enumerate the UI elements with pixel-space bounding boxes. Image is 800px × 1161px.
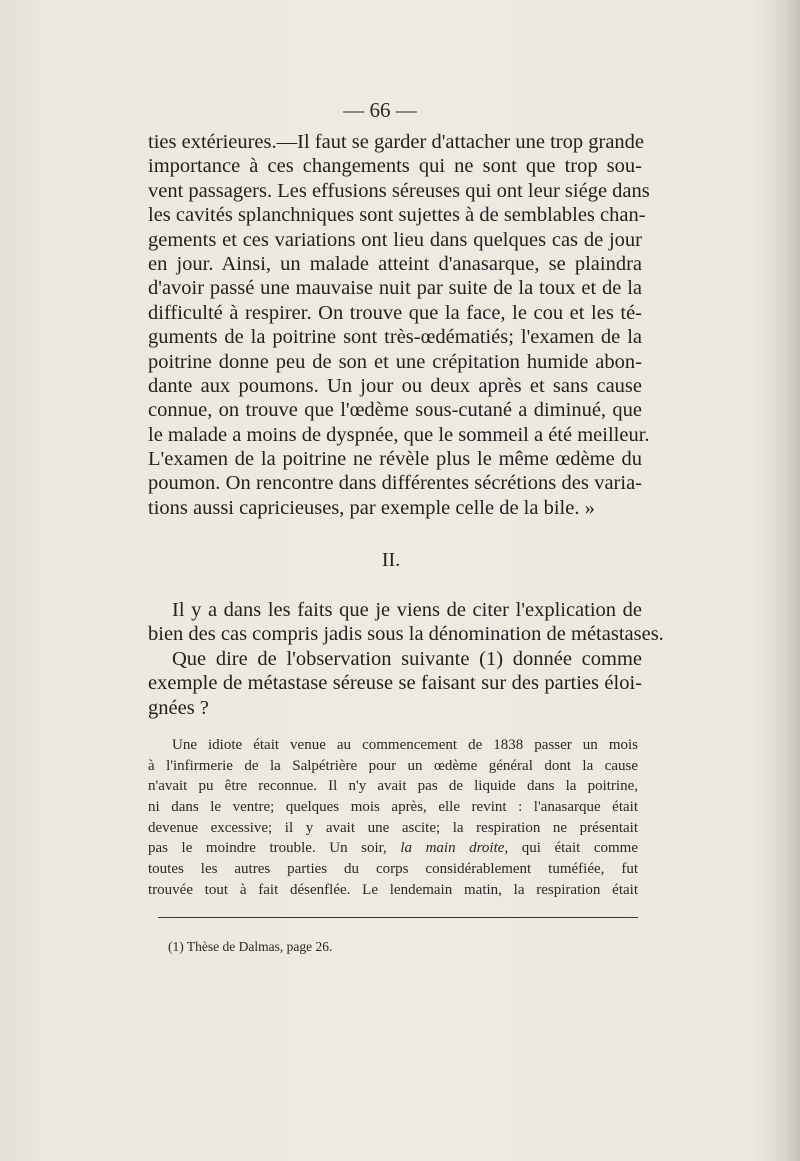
quote-line: toutes les autres parties du corps considérablement tuméfiée, fut (148, 861, 638, 878)
italic-phrase: la main droite (400, 840, 505, 857)
quote-line: devenue excessive; il y avait une ascite; la respiration ne présentait (148, 819, 638, 836)
text-line: poumon. On rencontre dans différentes sécrétions des varia- (148, 472, 642, 495)
text-line: importance à ces changements qui ne sont que trop sou- (148, 155, 642, 178)
footnote: (1) Thèse de Dalmas, page 26. (168, 939, 333, 954)
quote-line: Une idiote était venue au commencement de 1838 passer un mois (172, 737, 638, 753)
quote-line: n'avait pu être reconnue. Il n'y avait pas de liquide dans la poitrine, (148, 778, 638, 795)
text-line: exemple de métastase séreuse se faisant sur des parties éloi- (148, 672, 642, 695)
text-line: tions aussi capricieuses, par exemple celle de la bile. » (148, 496, 595, 519)
text-line: dante aux poumons. Un jour ou deux après et sans cause (148, 374, 642, 397)
quote-line-mixed (148, 838, 638, 859)
text-line: en jour. Ainsi, un malade atteint d'anasarque, se plaindra (148, 252, 642, 275)
text-line: d'avoir passé une mauvaise nuit par suite de la toux et de la (148, 277, 642, 300)
text-line: difficulté à respirer. On trouve que la face, le cou et les té- (148, 301, 642, 324)
quote-text: pas le moindre trouble. Un soir, (148, 840, 401, 857)
text-line: le malade a moins de dyspnée, que le sommeil a été meilleur. (148, 423, 650, 446)
text-line: les cavités splanchniques sont sujettes à de semblables chan- (148, 204, 646, 227)
footnote-rule (158, 917, 638, 918)
text-line: guments de la poitrine sont très-œdématiés; l'examen de la (148, 326, 642, 349)
observation-quote (148, 735, 638, 901)
text-line: Il y a dans les faits que je viens de citer l'explication de (172, 599, 642, 621)
page-number: — 66 — (343, 98, 417, 122)
quote-text: , qui était comme (504, 840, 638, 857)
quote-line: à l'infirmerie de la Salpétrière pour un œdème général dont la cause (148, 757, 638, 774)
text-line: gements et ces variations ont lieu dans quelques cas de jour (148, 228, 642, 251)
second-paragraph (148, 598, 664, 720)
text-line: ties extérieures.—Il faut se garder d'attacher une trop grande (148, 131, 645, 153)
text-line: L'examen de la poitrine ne révèle plus le même œdème du (148, 448, 642, 471)
quote-line: ni dans le ventre; quelques mois après, elle revint : l'anasarque était (148, 799, 638, 816)
text-line: gnées ? (148, 696, 209, 719)
text-line: Que dire de l'observation suivante (1) donnée comme (172, 647, 642, 670)
text-line: poitrine donne peu de son et une crépitation humide abon- (148, 350, 642, 373)
section-heading: II. (381, 549, 401, 571)
text-line: bien des cas compris jadis sous la dénomination de métastases. (148, 623, 664, 646)
main-paragraph (148, 130, 650, 520)
text-line: connue, on trouve que l'œdème sous-cutané a diminué, que (148, 399, 642, 422)
page-gutter-shadow (764, 0, 800, 1161)
text-line: vent passagers. Les effusions séreuses qui ont leur siége dans (148, 179, 650, 202)
quote-line: trouvée tout à fait désenflée. Le lendemain matin, la respiration était (148, 881, 638, 898)
